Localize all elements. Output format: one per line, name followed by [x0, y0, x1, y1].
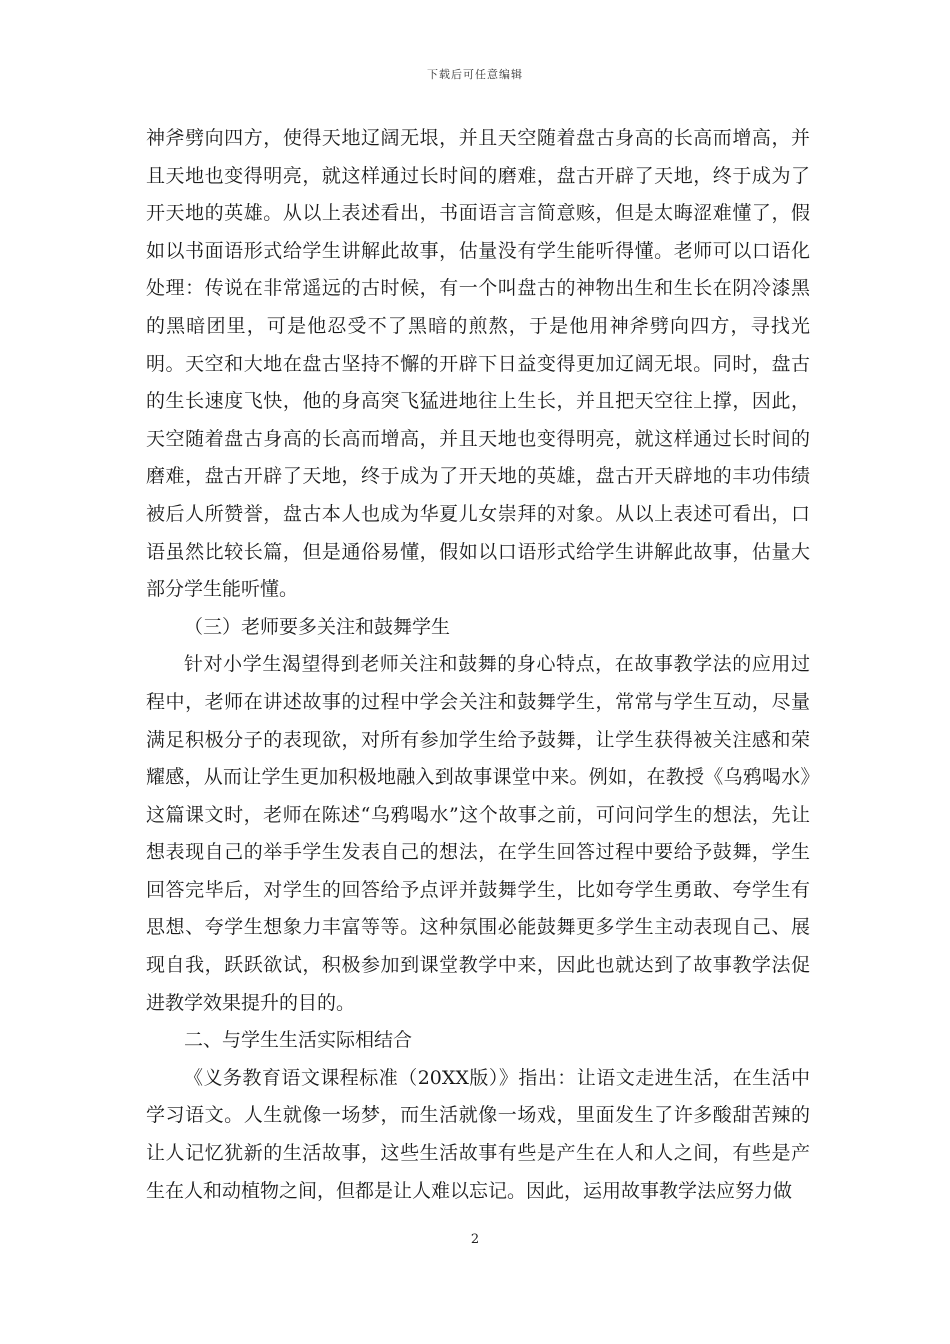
- section-heading-student-life: 二、与学生生活实际相结合: [184, 1029, 413, 1052]
- section-heading-encourage-students: （三）老师要多关注和鼓舞学生: [184, 615, 451, 638]
- paragraph-encourage-students: 针对小学生渴望得到老师关注和鼓舞的身心特点，在故事教学法的应用过程中，老师在讲述故事的过程中学会关注和鼓舞学生，常常与学生互动，尽量满足积极分子的表现欲，对所有参加学生给予鼓舞，让学生获得被关注感和荣耀感，从而让学生更加积极地融入到故事课堂中来。例如，在教授《乌鸦喝水》这篇课文时，老师在陈述“乌鸦喝水”这个故事之前，可问问学生的想法，先让想表现自己的举手学生发表自己的想法，在学生回答过程中要给予鼓舞，学生回答完毕后，对学生的回答给予点评并鼓舞学生，比如夸学生勇敢、夸学生有思想、夸学生想象力丰富等等。这种氛围必能鼓舞更多学生主动表现自己、展现自我，跃跃欲试，积极参加到课堂教学中来，因此也就达到了故事教学法促进教学效果提升的目的。: [146, 653, 810, 1014]
- paragraph-pangu-story: 神斧劈向四方，使得天地辽阔无垠，并且天空随着盘古身高的长高而增高，并且天地也变得明亮，就这样通过长时间的磨难，盘古开辟了天地，终于成为了开天地的英雄。从以上表述看出，书面语言言简意赅，但是太晦涩难懂了，假如以书面语形式给学生讲解此故事，估量没有学生能听得懂。老师可以口语化处理：传说在非常遥远的古时候，有一个叫盘古的神物出生和生长在阴冷漆黑的黑暗团里，可是他忍受不了黑暗的煎熬，于是他用神斧劈向四方，寻找光明。天空和大地在盘古坚持不懈的开辟下日益变得更加辽阔无垠。同时，盘古的生长速度飞快，他的身高突飞猛进地往上生长，并且把天空往上撑，因此，天空随着盘古身高的长高而增高，并且天地也变得明亮，就这样通过长时间的磨难，盘古开辟了天地，终于成为了开天地的英雄，盘古开天辟地的丰功伟绩被后人所赞誉，盘古本人也成为华夏儿女崇拜的对象。从以上表述可看出，口语虽然比较长篇，但是通俗易懂，假如以口语形式给学生讲解此故事，估量大部分学生能听懂。: [146, 127, 810, 601]
- page-header: 下载后可任意编辑: [427, 68, 523, 81]
- document-body: [146, 120, 810, 1210]
- paragraph-curriculum-standard: 《义务教育语文课程标准（20XX版）》指出：让语文走进生活，在生活中学习语文。人生就像一场梦，而生活就像一场戏，里面发生了许多酸甜苦辣的让人记忆犹新的生活故事，这些生活故事有些是产生在人和人之间，有些是产生在人和动植物之间，但都是让人难以忘记。因此，运用故事教学法应努力做: [146, 1066, 810, 1202]
- page-number: 2: [470, 1232, 480, 1247]
